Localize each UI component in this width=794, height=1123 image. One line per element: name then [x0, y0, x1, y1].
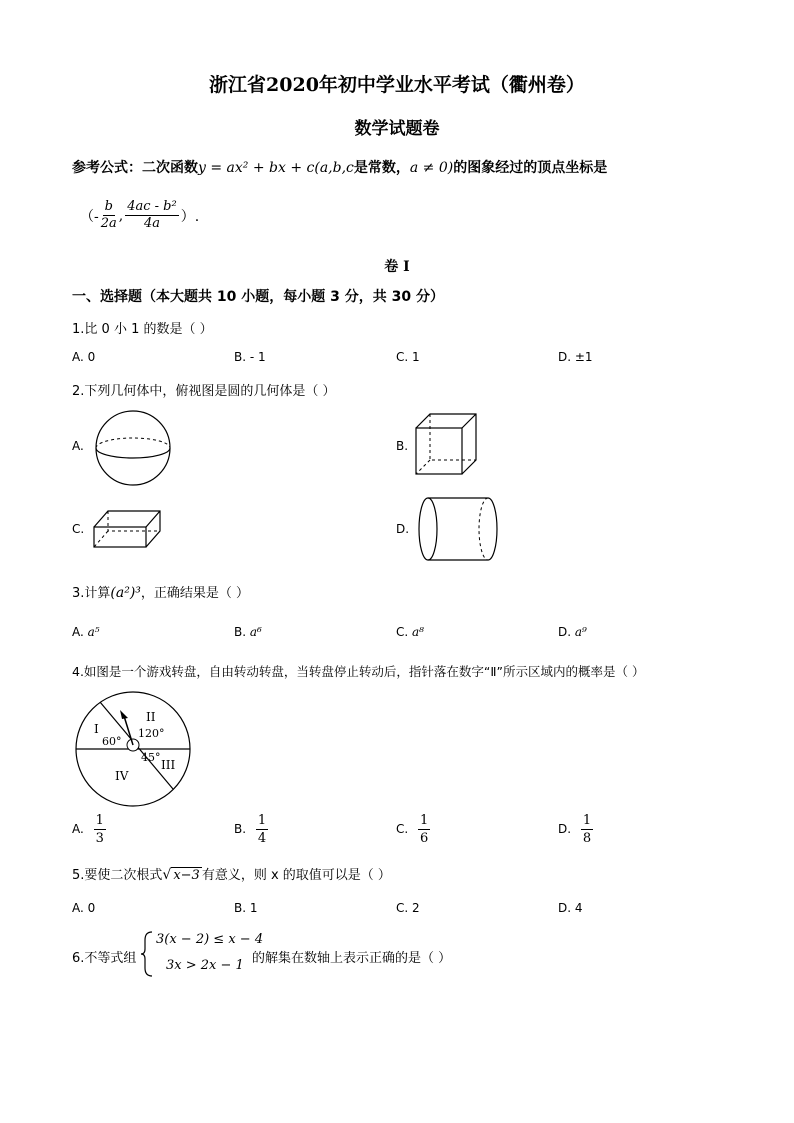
- option-label: B.: [234, 822, 247, 836]
- frac-den: 4a: [143, 216, 160, 231]
- vertex-formula: [80, 199, 199, 232]
- vertex-close: ）.: [180, 208, 200, 225]
- angle-60-label: 60°: [102, 735, 122, 748]
- volume-label: 卷 I: [384, 259, 410, 275]
- question-2: 2.下列几何体中，俯视图是圆的几何体是（ ）: [72, 384, 336, 399]
- exam-subtitle: 数学试题卷: [354, 119, 440, 139]
- system-brace: [140, 930, 154, 978]
- option-label: D.: [558, 625, 572, 639]
- q5-option-d: D. 4: [558, 901, 583, 915]
- q2-option-c-label: C.: [72, 522, 85, 536]
- cylinder-figure: [414, 495, 502, 563]
- vertex-comma: ,: [118, 207, 124, 224]
- formula-middle: 是常数，: [353, 160, 410, 176]
- q4-option-d: [558, 812, 593, 847]
- option-label: D.: [558, 822, 572, 836]
- q5-option-b: B. 1: [234, 901, 258, 915]
- frac-den: 3: [95, 831, 104, 846]
- spinner-diagram: [72, 688, 196, 812]
- q3-text-pre: 3.计算: [72, 586, 111, 601]
- q3-option-a: [72, 625, 100, 639]
- option-label: A.: [72, 822, 84, 836]
- angle-45-label: 45°: [141, 751, 161, 764]
- q3-option-b: [234, 625, 262, 639]
- frac-den: 6: [420, 831, 429, 846]
- vertex-y-fraction: [125, 199, 179, 232]
- frac-num: 1: [257, 813, 267, 828]
- q2-option-d-label: D.: [396, 522, 410, 536]
- q5-option-a: A. 0: [72, 901, 96, 915]
- option-fraction: [581, 812, 593, 847]
- q5-text-post: 有意义，则 x 的取值可以是（ ）: [201, 868, 391, 883]
- q1-option-b: B. - 1: [234, 350, 266, 364]
- option-fraction: [418, 812, 430, 847]
- option-value: a⁸: [412, 625, 424, 639]
- q4-option-a: [72, 812, 106, 847]
- option-value: a⁵: [87, 625, 100, 639]
- frac-den: 2a: [100, 216, 117, 231]
- frac-num: b: [104, 199, 113, 214]
- q1-option-d: D. ±1: [558, 350, 593, 364]
- vertex-x-fraction: [101, 199, 117, 232]
- frac-num: 4ac - b²: [127, 199, 177, 214]
- region-ii-label: II: [146, 710, 156, 724]
- q1-option-c: C. 1: [396, 350, 420, 364]
- formula-suffix: 的图象经过的顶点坐标是: [453, 160, 608, 176]
- option-label: A.: [72, 625, 84, 639]
- cube-figure: [414, 412, 478, 478]
- frac-den: 8: [582, 831, 592, 846]
- q3-option-c: [396, 625, 424, 639]
- question-5: [72, 864, 391, 883]
- angle-120-label: 120°: [138, 727, 165, 740]
- q4-option-c: [396, 812, 430, 847]
- option-fraction: [256, 812, 268, 847]
- question-1: 1.比 0 小 1 的数是（ ）: [72, 322, 213, 337]
- inequality-2: 3x > 2x − 1: [166, 958, 244, 973]
- sqrt-sign: √: [162, 867, 172, 883]
- reference-formula: [72, 157, 607, 177]
- sqrt-radicand: x−3: [173, 868, 200, 883]
- frac-den: 4: [257, 831, 267, 846]
- q4-option-b: [234, 812, 268, 847]
- region-iv-label: IV: [115, 769, 129, 783]
- formula-cond: a ≠ 0): [409, 160, 454, 176]
- question-6-prefix: 6.不等式组: [72, 951, 137, 966]
- question-3: [72, 582, 249, 601]
- q3-expression: (a²)³: [110, 585, 141, 601]
- option-value: a⁹: [574, 625, 587, 639]
- exam-title: 浙江省2020年初中学业水平考试（衢州卷）: [209, 74, 585, 96]
- question-6-suffix: 的解集在数轴上表示正确的是（ ）: [252, 951, 452, 966]
- cuboid-figure: [92, 507, 164, 549]
- option-value: a⁶: [249, 625, 262, 639]
- q5-text-pre: 5.要使二次根式: [72, 868, 163, 883]
- q2-option-a-label: A.: [72, 439, 84, 453]
- frac-num: 1: [582, 813, 592, 828]
- question-4: 4.如图是一个游戏转盘，自由转动转盘，当转盘停止转动后，指针落在数字“Ⅱ”所示区域内的概率是（ ）: [72, 664, 645, 679]
- frac-num: 1: [95, 813, 104, 828]
- region-iii-label: III: [161, 758, 176, 772]
- q3-option-d: [558, 625, 587, 639]
- option-label: C.: [396, 822, 409, 836]
- q1-option-a: A. 0: [72, 350, 96, 364]
- vertex-open: （-: [80, 208, 99, 225]
- frac-num: 1: [420, 813, 429, 828]
- q2-option-b-label: B.: [396, 439, 409, 453]
- option-label: C.: [396, 625, 409, 639]
- section-heading: 一、选择题（本大题共 10 小题，每小题 3 分，共 30 分）: [72, 289, 444, 305]
- sphere-figure: [92, 408, 174, 488]
- formula-prefix: 参考公式：二次函数: [72, 160, 198, 176]
- option-label: B.: [234, 625, 247, 639]
- q5-option-c: C. 2: [396, 901, 420, 915]
- q3-text-post: ，正确结果是（ ）: [140, 586, 250, 601]
- inequality-1: 3(x − 2) ≤ x − 4: [156, 932, 264, 947]
- option-fraction: [94, 812, 106, 847]
- formula-expr: y = ax² + bx + c(a,b,c: [198, 160, 354, 176]
- region-i-label: I: [94, 722, 99, 736]
